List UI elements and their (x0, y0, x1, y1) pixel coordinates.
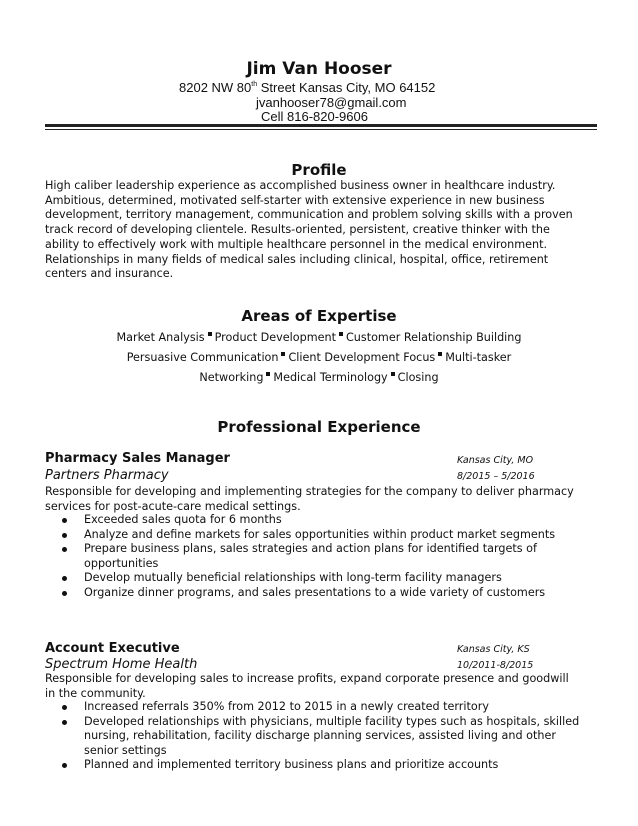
bullet-text: Developed relationships with physicians, multiple facility types such as hospitals, skilled (84, 714, 580, 728)
bullet-icon (62, 547, 67, 552)
square-bullet-icon (208, 332, 212, 336)
job-title: Pharmacy Sales Manager (45, 451, 230, 466)
summary-line: Responsible for developing and implementing strategies for the company to deliver pharmacy (45, 485, 574, 498)
experience-heading: Professional Experience (217, 418, 421, 436)
job-location: Kansas City, MO (457, 455, 534, 466)
bullet-item (58, 758, 608, 773)
candidate-name: Jim Van Hooser (246, 59, 392, 79)
job-dates: 10/2011-8/2015 (457, 660, 534, 671)
bullet-text: senior settings (84, 743, 167, 757)
job-bullets (58, 700, 608, 773)
bullet-icon (62, 533, 67, 538)
address-ordinal: th (251, 81, 258, 88)
email-line: jvanhooser78@gmail.com (256, 95, 407, 110)
bullet-icon (62, 518, 67, 523)
expertise-item: Medical Terminology (273, 371, 388, 384)
bullet-icon (62, 576, 67, 581)
bullet-text: opportunities (84, 556, 159, 570)
address-street-rest: Street Kansas City, MO 64152 (257, 80, 436, 95)
address-street-number: 8202 NW 80 (179, 80, 252, 95)
square-bullet-icon (281, 352, 285, 356)
bullet-text: nursing, rehabilitation, facility discharge planning services, assisted living and other (84, 729, 556, 743)
profile-line: Ambitious, determined, motivated self-starter with extensive experience in new business (45, 193, 545, 207)
square-bullet-icon (339, 332, 343, 336)
profile-line: centers and insurance. (45, 267, 174, 281)
bullet-text: Planned and implemented territory business plans and prioritize accounts (84, 758, 499, 772)
bullet-item (58, 513, 608, 528)
expertise-heading: Areas of Expertise (241, 307, 397, 325)
bullet-icon (62, 705, 67, 710)
job-title: Account Executive (45, 641, 180, 656)
bullet-icon (62, 763, 67, 768)
header-divider-thick (45, 124, 597, 127)
profile-paragraph (45, 179, 605, 282)
bullet-text: Analyze and define markets for sales opportunities within product market segments (84, 527, 556, 541)
bullet-text: Develop mutually beneficial relationships with long-term facility managers (84, 571, 502, 585)
bullet-icon (62, 720, 67, 725)
square-bullet-icon (266, 372, 270, 376)
expertise-item: Closing (397, 371, 439, 384)
profile-heading: Profile (291, 161, 347, 179)
square-bullet-icon (391, 372, 395, 376)
header-divider-thin (45, 129, 597, 130)
bullet-icon (62, 591, 67, 596)
address-line (179, 80, 435, 95)
bullet-item (58, 571, 608, 586)
job-bullets (58, 513, 608, 601)
job-summary (45, 485, 605, 514)
bullet-text: Increased referrals 350% from 2012 to 2015 in a newly created territory (84, 700, 489, 713)
square-bullet-icon (438, 352, 442, 356)
expertise-item: Persuasive Communication (126, 351, 279, 364)
job-summary (45, 672, 605, 701)
company-name: Spectrum Home Health (45, 657, 198, 672)
bullet-text: Prepare business plans, sales strategies and action plans for identified targets of (84, 542, 537, 556)
profile-line: Relationships in many fields of medical sales including clinical, hospital, office, retirement (45, 252, 549, 266)
profile-line: track record of developing clientele. Results-oriented, persistent, creative thinker with the (45, 223, 550, 237)
expertise-item: Networking (199, 371, 264, 384)
bullet-item (58, 542, 608, 571)
expertise-row (0, 371, 638, 384)
expertise-item: Multi-tasker (445, 351, 512, 364)
job-dates: 8/2015 – 5/2016 (457, 471, 535, 482)
bullet-item (58, 586, 608, 601)
company-name: Partners Pharmacy (45, 468, 169, 483)
expertise-item: Market Analysis (116, 331, 205, 344)
bullet-item (58, 715, 608, 759)
bullet-text: Exceeded sales quota for 6 months (84, 513, 282, 526)
summary-line: Responsible for developing sales to increase profits, expand corporate presence and goodwill (45, 672, 569, 685)
phone-line: Cell 816-820-9606 (261, 109, 368, 124)
profile-line: High caliber leadership experience as accomplished business owner in healthcare industry. (45, 179, 556, 192)
profile-line: development, territory management, communication and problem solving skills with a proven (45, 208, 573, 222)
expertise-item: Customer Relationship Building (345, 331, 522, 344)
bullet-item (58, 528, 608, 543)
bullet-text: Organize dinner programs, and sales presentations to a wide variety of customers (84, 585, 546, 599)
job-location: Kansas City, KS (457, 644, 530, 655)
expertise-item: Product Development (214, 331, 336, 344)
bullet-item (58, 700, 608, 715)
expertise-item: Client Development Focus (288, 351, 436, 364)
summary-line: in the community. (45, 686, 146, 700)
expertise-row (0, 351, 638, 364)
profile-line: ability to effectively work with multiple healthcare personnel in the medical environment. (45, 237, 548, 251)
summary-line: services for post-acute-care medical settings. (45, 499, 301, 513)
expertise-row (0, 331, 638, 344)
